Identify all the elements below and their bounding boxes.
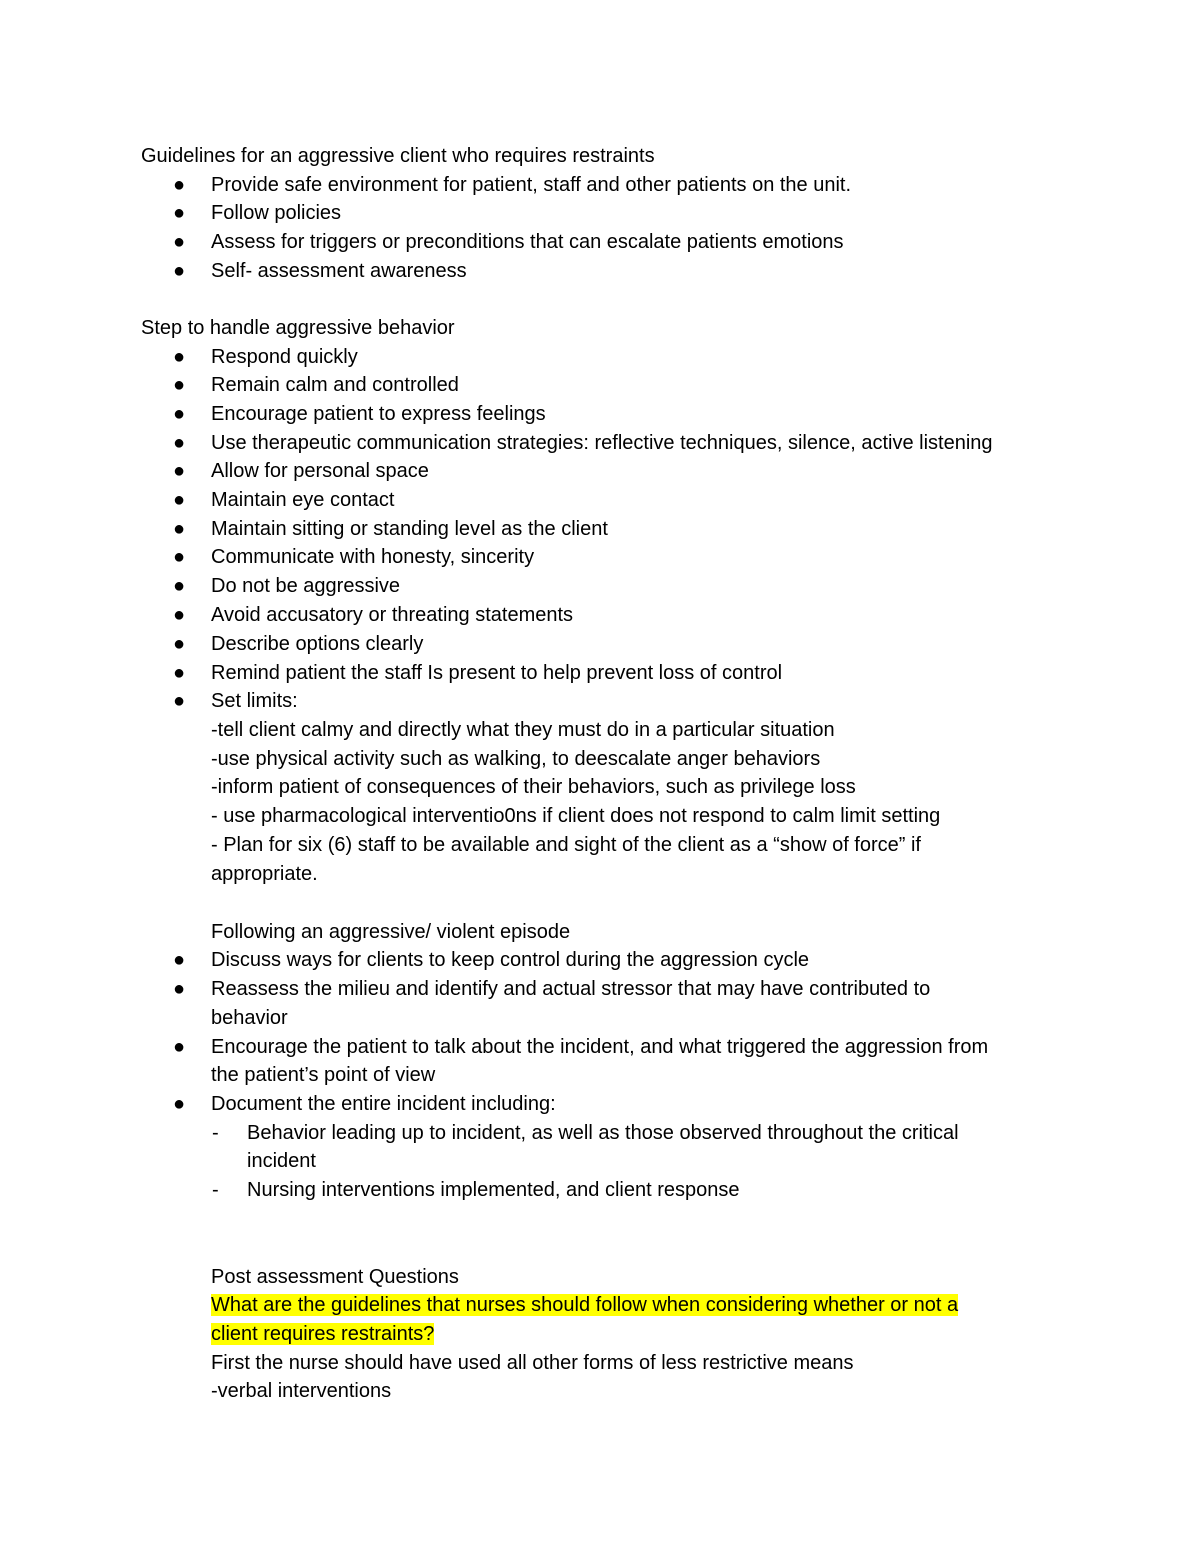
set-limits-line: - Plan for six (6) staff to be available and sight of the client as a “show of force” if: [211, 834, 921, 856]
bullet-dot-icon: ●: [172, 518, 186, 540]
list-item: Describe options clearly: [211, 633, 424, 655]
list-item: Follow policies: [211, 202, 342, 224]
list-item: Reassess the milieu and identify and actual stressor that may have contributed to: [211, 978, 931, 1000]
list-item-continuation: behavior: [211, 1007, 288, 1029]
question-line: [211, 1320, 434, 1349]
sub-list-item-continuation: incident: [247, 1150, 316, 1172]
bullet-dot-icon: ●: [172, 633, 186, 655]
section-heading-guidelines: Guidelines for an aggressive client who requires restraints: [141, 145, 655, 167]
set-limits-line: - use pharmacological interventio0ns if client does not respond to calm limit setting: [211, 805, 941, 827]
bullet-dot-icon: ●: [172, 690, 186, 712]
list-item: Document the entire incident including:: [211, 1093, 556, 1115]
answer-line: First the nurse should have used all other forms of less restrictive means: [211, 1352, 854, 1374]
bullet-dot-icon: ●: [172, 662, 186, 684]
question-line: [211, 1291, 958, 1320]
sub-list-item: Nursing interventions implemented, and client response: [247, 1179, 740, 1201]
list-item: Respond quickly: [211, 346, 358, 368]
bullet-dot-icon: ●: [172, 174, 186, 196]
section-heading-post-assessment: Post assessment Questions: [211, 1266, 459, 1288]
list-item: Encourage patient to express feelings: [211, 403, 546, 425]
list-item: Assess for triggers or preconditions that can escalate patients emotions: [211, 231, 844, 253]
highlighted-question: client requires restraints?: [211, 1323, 435, 1345]
list-item: Use therapeutic communication strategies: reflective techniques, silence, active listening: [211, 432, 993, 454]
list-item: Maintain eye contact: [211, 489, 395, 511]
dash-marker: -: [212, 1122, 219, 1144]
sub-list-item: Behavior leading up to incident, as well as those observed throughout the critical: [247, 1122, 959, 1144]
section-heading-following: Following an aggressive/ violent episode: [211, 921, 571, 943]
bullet-dot-icon: ●: [172, 374, 186, 396]
list-item: Provide safe environment for patient, staff and other patients on the unit.: [211, 174, 852, 196]
bullet-dot-icon: ●: [172, 202, 186, 224]
set-limits-line: -use physical activity such as walking, to deescalate anger behaviors: [211, 748, 821, 770]
list-item: Do not be aggressive: [211, 575, 401, 597]
list-item: Set limits:: [211, 690, 298, 712]
list-item: Maintain sitting or standing level as the client: [211, 518, 608, 540]
bullet-dot-icon: ●: [172, 1093, 186, 1115]
set-limits-line: -inform patient of consequences of their behaviors, such as privilege loss: [211, 776, 856, 798]
answer-line: -verbal interventions: [211, 1380, 392, 1402]
bullet-dot-icon: ●: [172, 489, 186, 511]
set-limits-line: -tell client calmy and directly what they must do in a particular situation: [211, 719, 835, 741]
bullet-dot-icon: ●: [172, 403, 186, 425]
bullet-dot-icon: ●: [172, 546, 186, 568]
list-item: Allow for personal space: [211, 460, 429, 482]
bullet-dot-icon: ●: [172, 604, 186, 626]
list-item: Encourage the patient to talk about the incident, and what triggered the aggression from: [211, 1036, 989, 1058]
bullet-dot-icon: ●: [172, 346, 186, 368]
set-limits-line: appropriate.: [211, 863, 318, 885]
bullet-dot-icon: ●: [172, 460, 186, 482]
bullet-dot-icon: ●: [172, 978, 186, 1000]
highlighted-question: What are the guidelines that nurses should follow when considering whether or not a: [211, 1294, 959, 1316]
list-item: Discuss ways for clients to keep control during the aggression cycle: [211, 949, 810, 971]
section-heading-steps: Step to handle aggressive behavior: [141, 317, 455, 339]
list-item: Communicate with honesty, sincerity: [211, 546, 535, 568]
bullet-dot-icon: ●: [172, 1036, 186, 1058]
list-item: Remind patient the staff Is present to help prevent loss of control: [211, 662, 783, 684]
bullet-dot-icon: ●: [172, 949, 186, 971]
bullet-dot-icon: ●: [172, 260, 186, 282]
bullet-dot-icon: ●: [172, 231, 186, 253]
list-item: Remain calm and controlled: [211, 374, 459, 396]
dash-marker: -: [212, 1179, 219, 1201]
bullet-dot-icon: ●: [172, 575, 186, 597]
list-item: Avoid accusatory or threating statements: [211, 604, 574, 626]
bullet-dot-icon: ●: [172, 432, 186, 454]
list-item-continuation: the patient’s point of view: [211, 1064, 436, 1086]
list-item: Self- assessment awareness: [211, 260, 467, 282]
